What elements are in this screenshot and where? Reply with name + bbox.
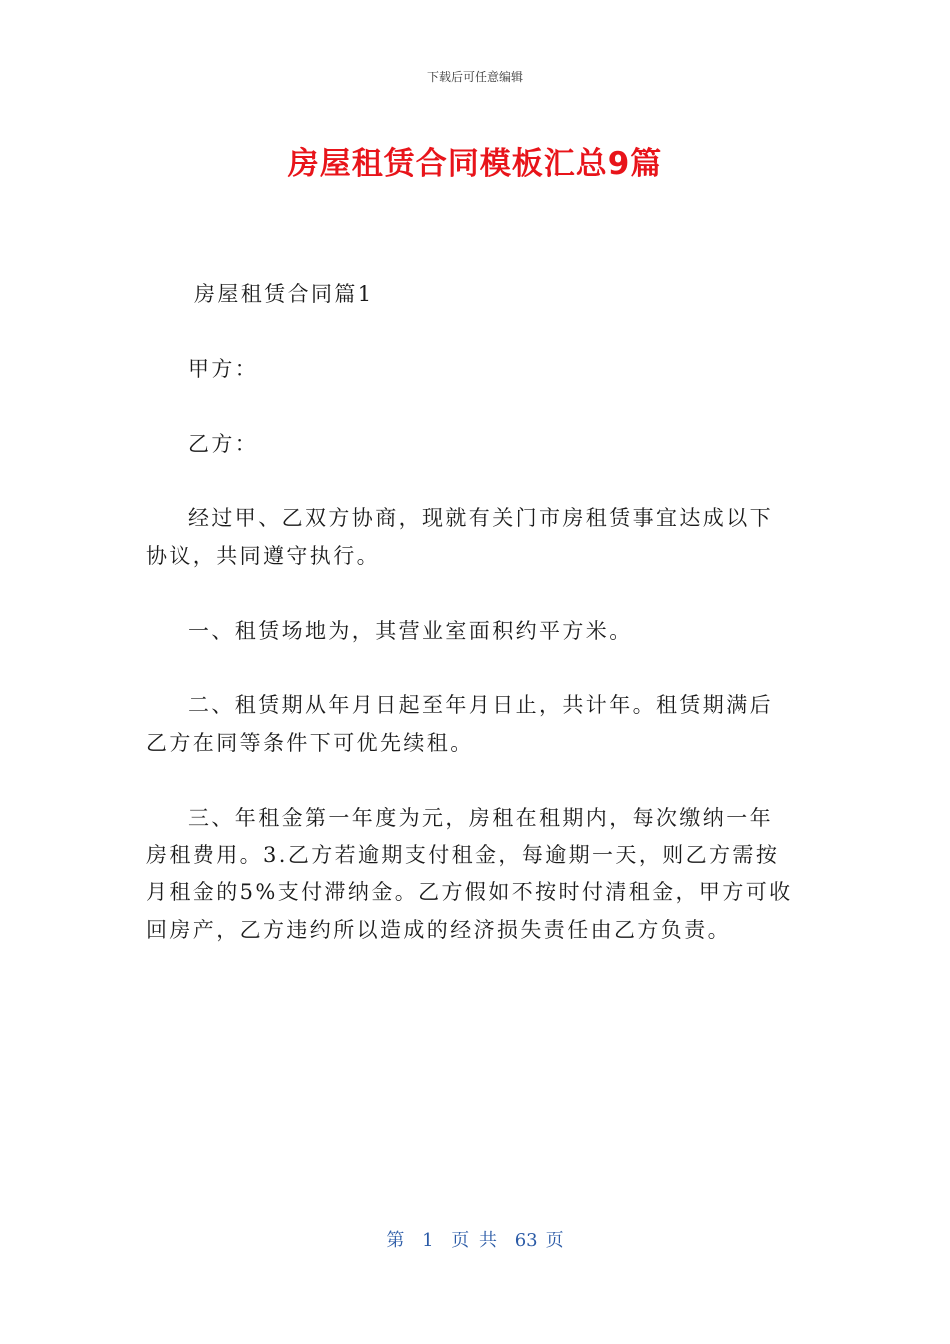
body-paragraph: 三、年租金第一年度为元，房租在租期内，每次缴纳一年房租费用。3.乙方若逾期支付租金，每逾期一天，则乙方需按月租金的5%支付滞纳金。乙方假如不按时付清租金，甲方可收回房产，乙方违约所以造成的经济损失责任由乙方负责。 [146, 805, 793, 942]
body-paragraph: 经过甲、乙双方协商，现就有关门市房租赁事宜达成以下协议，共同遵守执行。 [146, 506, 773, 568]
body-paragraph: 二、租赁期从年月日起至年月日止，共计年。租赁期满后乙方在同等条件下可优先续租。 [146, 693, 773, 755]
document-title: 房屋租赁合同模板汇总9篇 [287, 146, 663, 182]
header-note: 下载后可任意编辑 [426, 70, 523, 84]
section-heading: 房屋租赁合同篇1 [194, 282, 374, 306]
page-footer [0, 1226, 950, 1252]
party-a-line: 甲方： [188, 356, 259, 381]
document-body [146, 276, 796, 987]
footer-prefix: 第 [386, 1230, 405, 1251]
body-paragraph: 一、租赁场地为，其营业室面积约平方米。 [188, 618, 633, 643]
party-b-line: 乙方： [188, 431, 259, 456]
footer-middle: 页 共 [451, 1230, 497, 1251]
current-page-number: 1 [422, 1230, 434, 1251]
footer-suffix: 页 [545, 1230, 564, 1251]
total-page-count: 63 [514, 1230, 538, 1251]
